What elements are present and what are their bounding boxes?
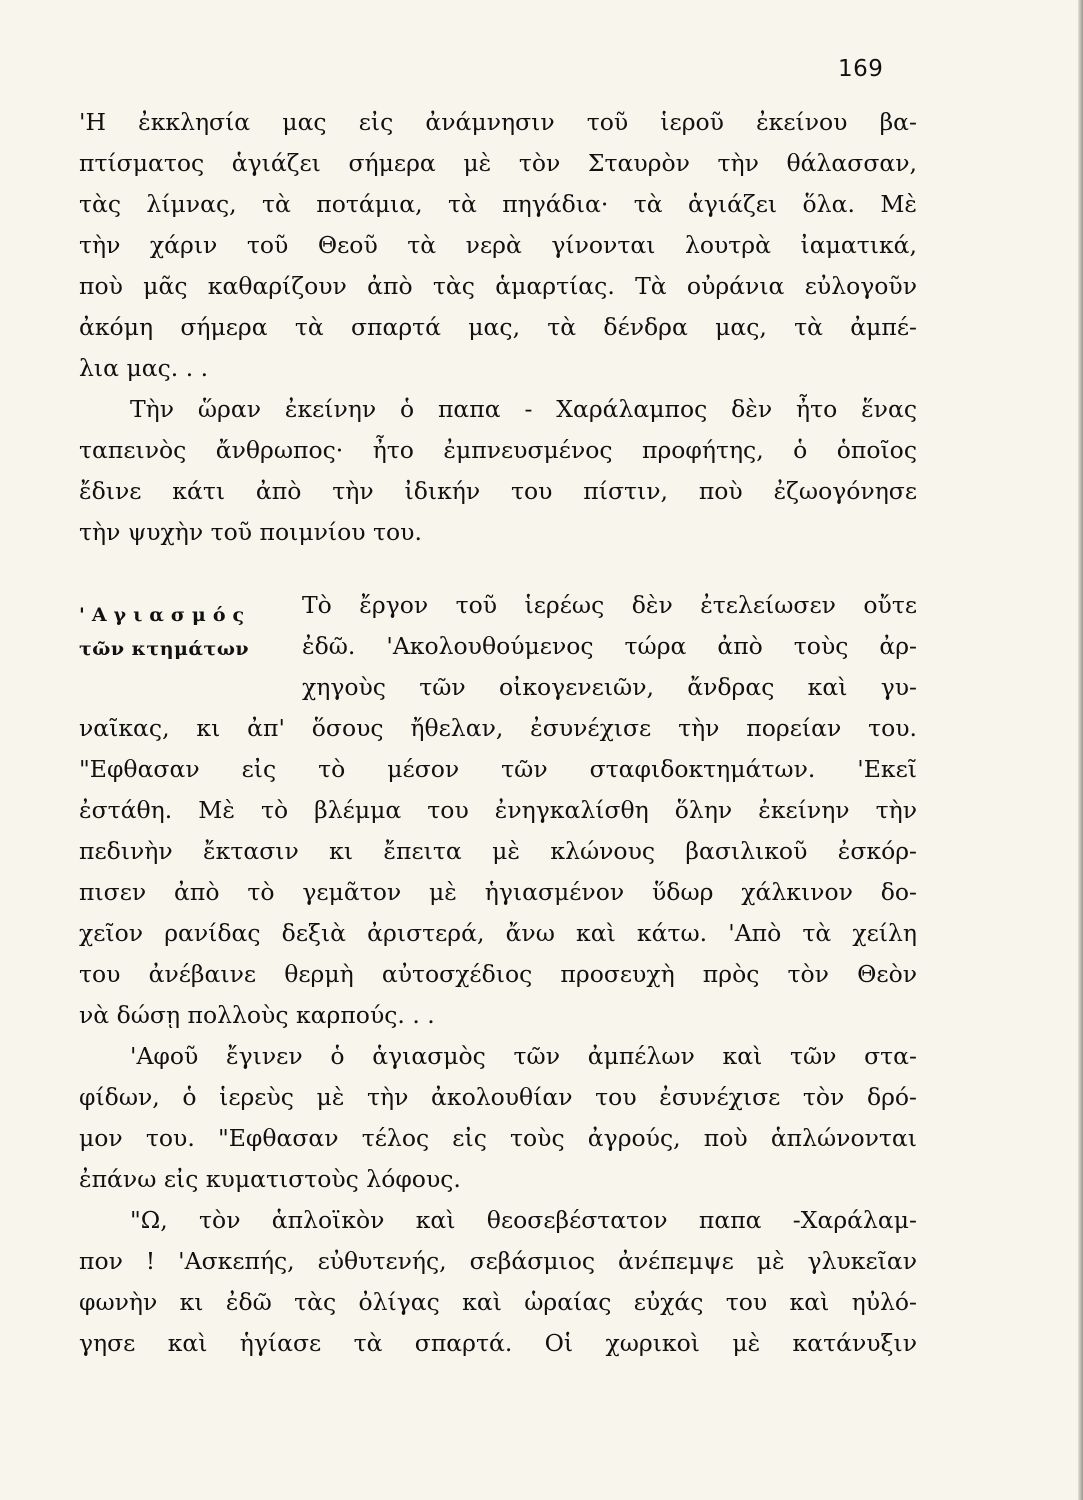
text-line: ἐπάνω εἰς κυματιστοὺς λόφους. (79, 1165, 461, 1193)
text-line: ἀκόμη σήμερα τὰ σπαρτά μας, τὰ δένδρα μας, τὰ ἀμπέ- (79, 313, 917, 341)
text-line: "Εφθασαν εἰς τὸ μέσον τῶν σταφιδοκτημάτων. 'Εκεῖ (79, 755, 917, 783)
text-line: Τὸ ἔργον τοῦ ἱερέως δὲν ἐτελείωσεν οὔτε (302, 591, 917, 619)
text-line: του ἀνέβαινε θερμὴ αὐτοσχέδιος προσευχὴ πρὸς τὸν Θεὸν (79, 960, 917, 988)
text-line: λια μας. . . (79, 354, 209, 382)
text-line: χηγοὺς τῶν οἰκογενειῶν, ἄνδρας καὶ γυ- (302, 673, 917, 701)
text-line: ποὺ μᾶς καθαρίζουν ἀπὸ τὰς ἁμαρτίας. Τὰ οὐράνια εὐλογοῦν (79, 272, 917, 300)
text-line: ἐστάθη. Μὲ τὸ βλέμμα του ἐνηγκαλίσθη ὅλην ἐκείνην τὴν (79, 796, 917, 824)
text-line: χεῖον ρανίδας δεξιὰ ἀριστερά, ἄνω καὶ κάτω. 'Απὸ τὰ χείλη (79, 919, 917, 947)
page-number: 169 (838, 56, 884, 82)
text-line: φίδων, ὁ ἱερεὺς μὲ τὴν ἀκολουθίαν του ἐσυνέχισε τὸν δρό- (79, 1083, 917, 1111)
text-line: ἐδῶ. 'Ακολουθούμενος τώρα ἀπὸ τοὺς ἀρ- (302, 632, 917, 660)
text-line: "Ω, τὸν ἁπλοϊκὸν καὶ θεοσεβέστατον παπα -Χαράλαμ- (130, 1206, 917, 1234)
text-line: μον του. "Εφθασαν τέλος εἰς τοὺς ἀγρούς, ποὺ ἁπλώνονται (79, 1124, 917, 1152)
text-line: τὴν ψυχὴν τοῦ ποιμνίου του. (79, 518, 422, 546)
text-line: τὴν χάριν τοῦ Θεοῦ τὰ νερὰ γίνονται λουτρὰ ἰαματικά, (79, 231, 917, 259)
side-heading-line-1: 'Αγιασμός (79, 604, 252, 626)
page-edge-shadow (1078, 0, 1083, 1500)
text-line: 'Η ἐκκλησία μας εἰς ἀνάμνησιν τοῦ ἱεροῦ ἐκείνου βα- (79, 108, 917, 136)
text-line: φωνὴν κι ἐδῶ τὰς ὀλίγας καὶ ὡραίας εὐχάς του καὶ ηὐλό- (79, 1288, 917, 1316)
text-line: πισεν ἀπὸ τὸ γεμᾶτον μὲ ἡγιασμένον ὕδωρ χάλκινον δο- (79, 878, 917, 906)
text-line: πεδινὴν ἔκτασιν κι ἔπειτα μὲ κλώνους βασιλικοῦ ἐσκόρ- (79, 837, 917, 865)
text-line: ταπεινὸς ἄνθρωπος· ἦτο ἐμπνευσμένος προφήτης, ὁ ὁποῖος (79, 436, 917, 464)
text-line: νὰ δώσῃ πολλοὺς καρπούς. . . (79, 1001, 435, 1029)
text-line: πον ! 'Ασκεπής, εὐθυτενής, σεβάσμιος ἀνέπεμψε μὲ γλυκεῖαν (79, 1247, 917, 1275)
text-line: Τὴν ὥραν ἐκείνην ὁ παπα - Χαράλαμπος δὲν ἦτο ἕνας (130, 395, 917, 423)
text-line: πτίσματος ἁγιάζει σήμερα μὲ τὸν Σταυρὸν τὴν θάλασσαν, (79, 149, 917, 177)
text-line: 'Αφοῦ ἔγινεν ὁ ἁγιασμὸς τῶν ἀμπέλων καὶ τῶν στα- (130, 1042, 917, 1070)
text-line: ἔδινε κάτι ἀπὸ τὴν ἰδικήν του πίστιν, ποὺ ἐζωογόνησε (79, 477, 917, 505)
text-line: ναῖκας, κι ἀπ' ὅσους ἤθελαν, ἐσυνέχισε τὴν πορείαν του. (79, 714, 917, 742)
text-line: γησε καὶ ἡγίασε τὰ σπαρτά. Οἱ χωρικοὶ μὲ κατάνυξιν (79, 1329, 917, 1357)
side-heading-line-2: τῶν κτημάτων (79, 638, 250, 660)
text-line: τὰς λίμνας, τὰ ποτάμια, τὰ πηγάδια· τὰ ἁγιάζει ὅλα. Μὲ (79, 190, 917, 218)
